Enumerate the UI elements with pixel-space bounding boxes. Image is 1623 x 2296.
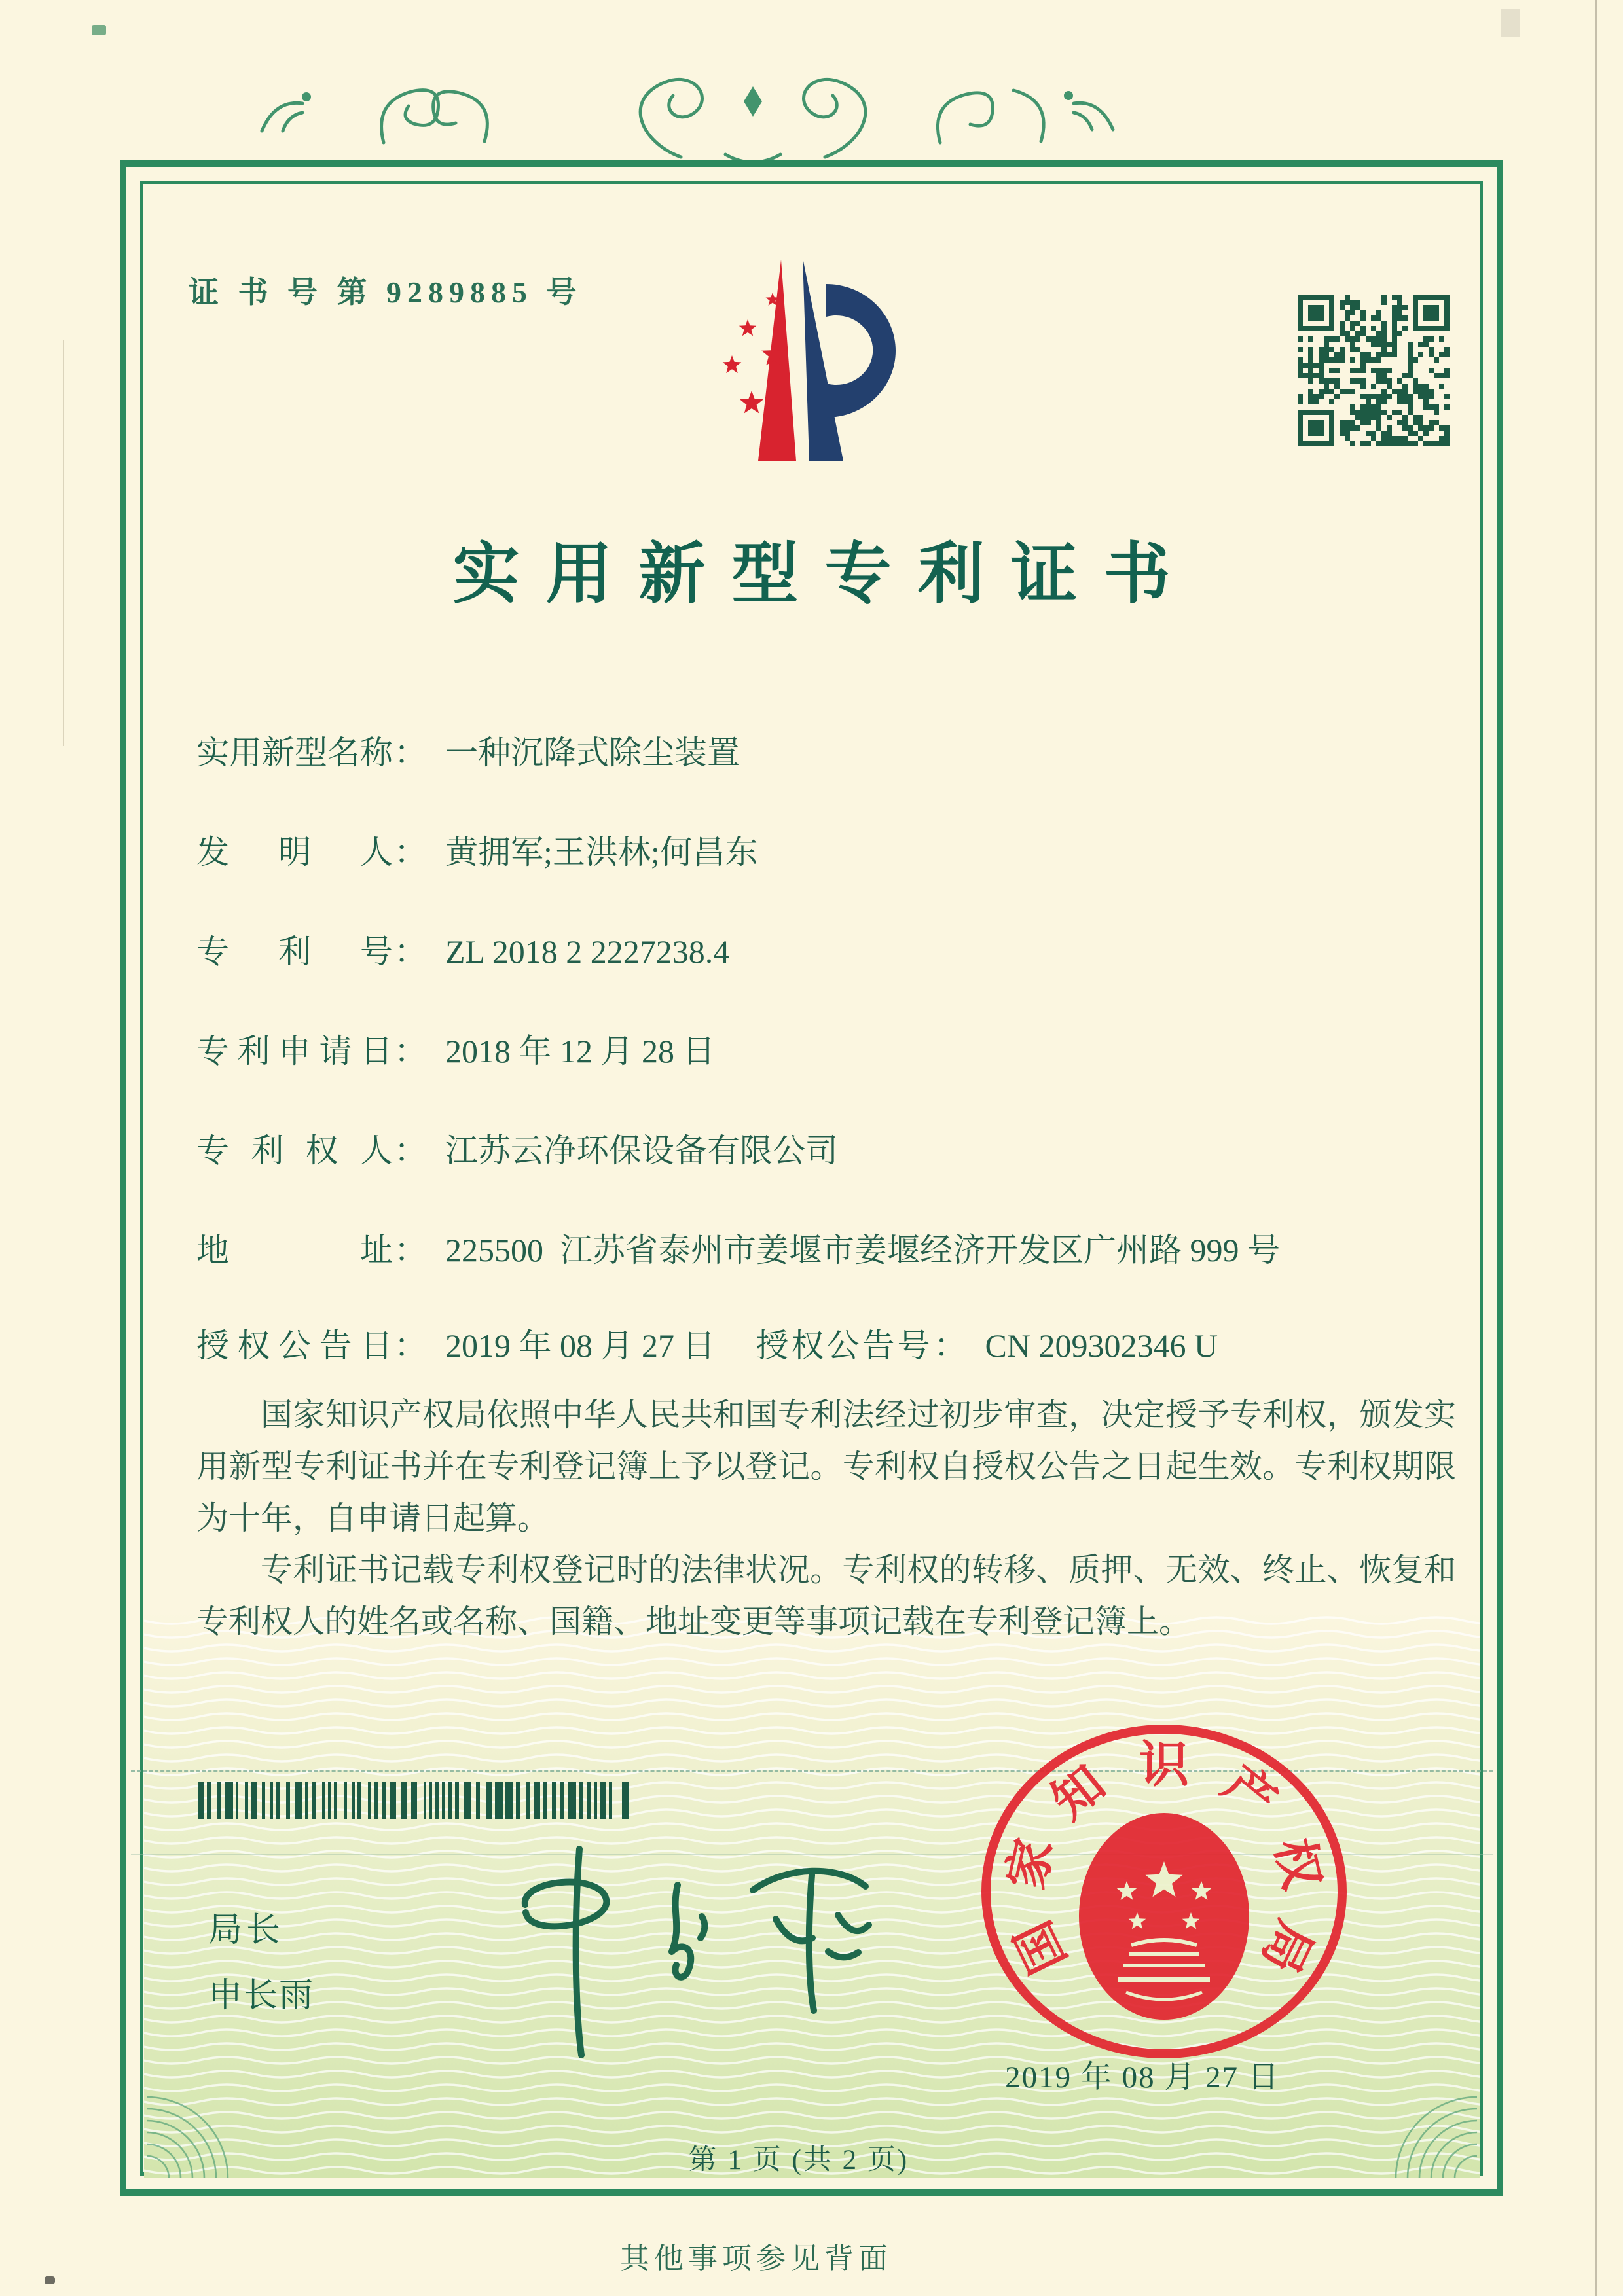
colon: ： (394, 933, 427, 970)
field-label: 实用新型名称 (196, 734, 393, 771)
director-title: 局长 (208, 1912, 285, 1949)
field-row-patent-number (196, 925, 729, 973)
field-value: 2018 年 12 月 28 日 (445, 1033, 716, 1069)
legal-paragraph-2: 专利证书记载专利权登记时的法律状况。专利权的转移、质押、无效、终止、恢复和专利权人的姓名或名称、国籍、地址变更等事项记载在专利登记簿上。 (196, 1552, 1456, 1640)
field-label: 地址 (196, 1232, 393, 1268)
red-official-seal-icon (968, 1720, 1360, 2087)
svg-text:识: 识 (1139, 1738, 1189, 1793)
barcode-icon (198, 1782, 629, 1819)
cnipa-logo (674, 243, 903, 463)
field-row-name (196, 726, 740, 774)
colon: ： (394, 834, 427, 870)
svg-text:权: 权 (1265, 1833, 1330, 1894)
handwritten-signature-icon (445, 1839, 890, 2062)
field-row-address (196, 1224, 1280, 1271)
svg-text:知: 知 (1042, 1755, 1116, 1830)
field-value: CN 209302346 U (985, 1327, 1218, 1364)
back-side-note: 其他事项参见背面 (619, 2242, 892, 2275)
colon: ： (394, 1132, 427, 1169)
colon: ： (394, 734, 427, 771)
scan-speck (45, 2276, 55, 2284)
colon: ： (394, 1232, 427, 1268)
field-label: 发明人 (196, 834, 393, 870)
seal-national-emblem (1079, 1813, 1249, 2020)
field-value: 225500 江苏省泰州市姜堰市姜堰经济开发区广州路 999 号 (445, 1232, 1280, 1268)
page-edge-shadow (1595, 0, 1597, 2296)
seal-date: 2019 年 08 月 27 日 (1005, 2060, 1280, 2094)
field-value: 江苏云净环保设备有限公司 (445, 1132, 838, 1169)
field-label: 专利权人 (196, 1132, 393, 1169)
field-label: 授权公告日 (196, 1327, 393, 1364)
svg-text:家: 家 (998, 1833, 1063, 1894)
field-value: 黄拥军;王洪林;何昌东 (445, 834, 758, 870)
field-row-grant (196, 1319, 1218, 1367)
colon: ： (394, 1327, 427, 1364)
field-label: 授权公告号 (756, 1327, 933, 1364)
svg-text:产: 产 (1213, 1755, 1286, 1830)
certificate-number: 证 书 号 第 9289885 号 (189, 276, 583, 309)
field-value: 2019 年 08 月 27 日 (445, 1327, 716, 1364)
page-number: 第 1 页 (共 2 页) (688, 2145, 909, 2176)
field-row-filing-date (196, 1025, 716, 1072)
field-value: 一种沉降式除尘装置 (445, 734, 740, 771)
scan-mark-top-right (1501, 9, 1520, 37)
qr-code-icon (1298, 295, 1450, 446)
paper-crease (63, 340, 64, 746)
colon: ： (394, 1033, 427, 1069)
director-name: 申长雨 (208, 1977, 315, 2015)
logo-p-bowl (826, 284, 896, 418)
field-row-patentee (196, 1124, 838, 1172)
grant-number-pair (756, 1319, 1218, 1367)
certificate-title: 实用新型专利证书 (452, 538, 1197, 612)
field-row-inventors (196, 826, 758, 873)
field-label: 专利申请日 (196, 1033, 393, 1069)
field-value: ZL 2018 2 2227238.4 (445, 933, 730, 970)
field-label: 专利号 (196, 933, 393, 970)
svg-text:局: 局 (1250, 1912, 1322, 1982)
scan-mark-top-left (92, 25, 106, 35)
svg-text:国: 国 (1006, 1912, 1078, 1982)
colon: ： (934, 1327, 967, 1364)
top-ornament-band (0, 26, 1623, 170)
legal-paragraph-1: 国家知识产权局依照中华人民共和国专利法经过初步审查，决定授予专利权，颁发实用新型专利证书并在专利登记簿上予以登记。专利权自授权公告之日起生效。专利权期限为十年，自申请日起算。 (196, 1397, 1456, 1536)
legal-text (196, 1389, 1456, 1647)
